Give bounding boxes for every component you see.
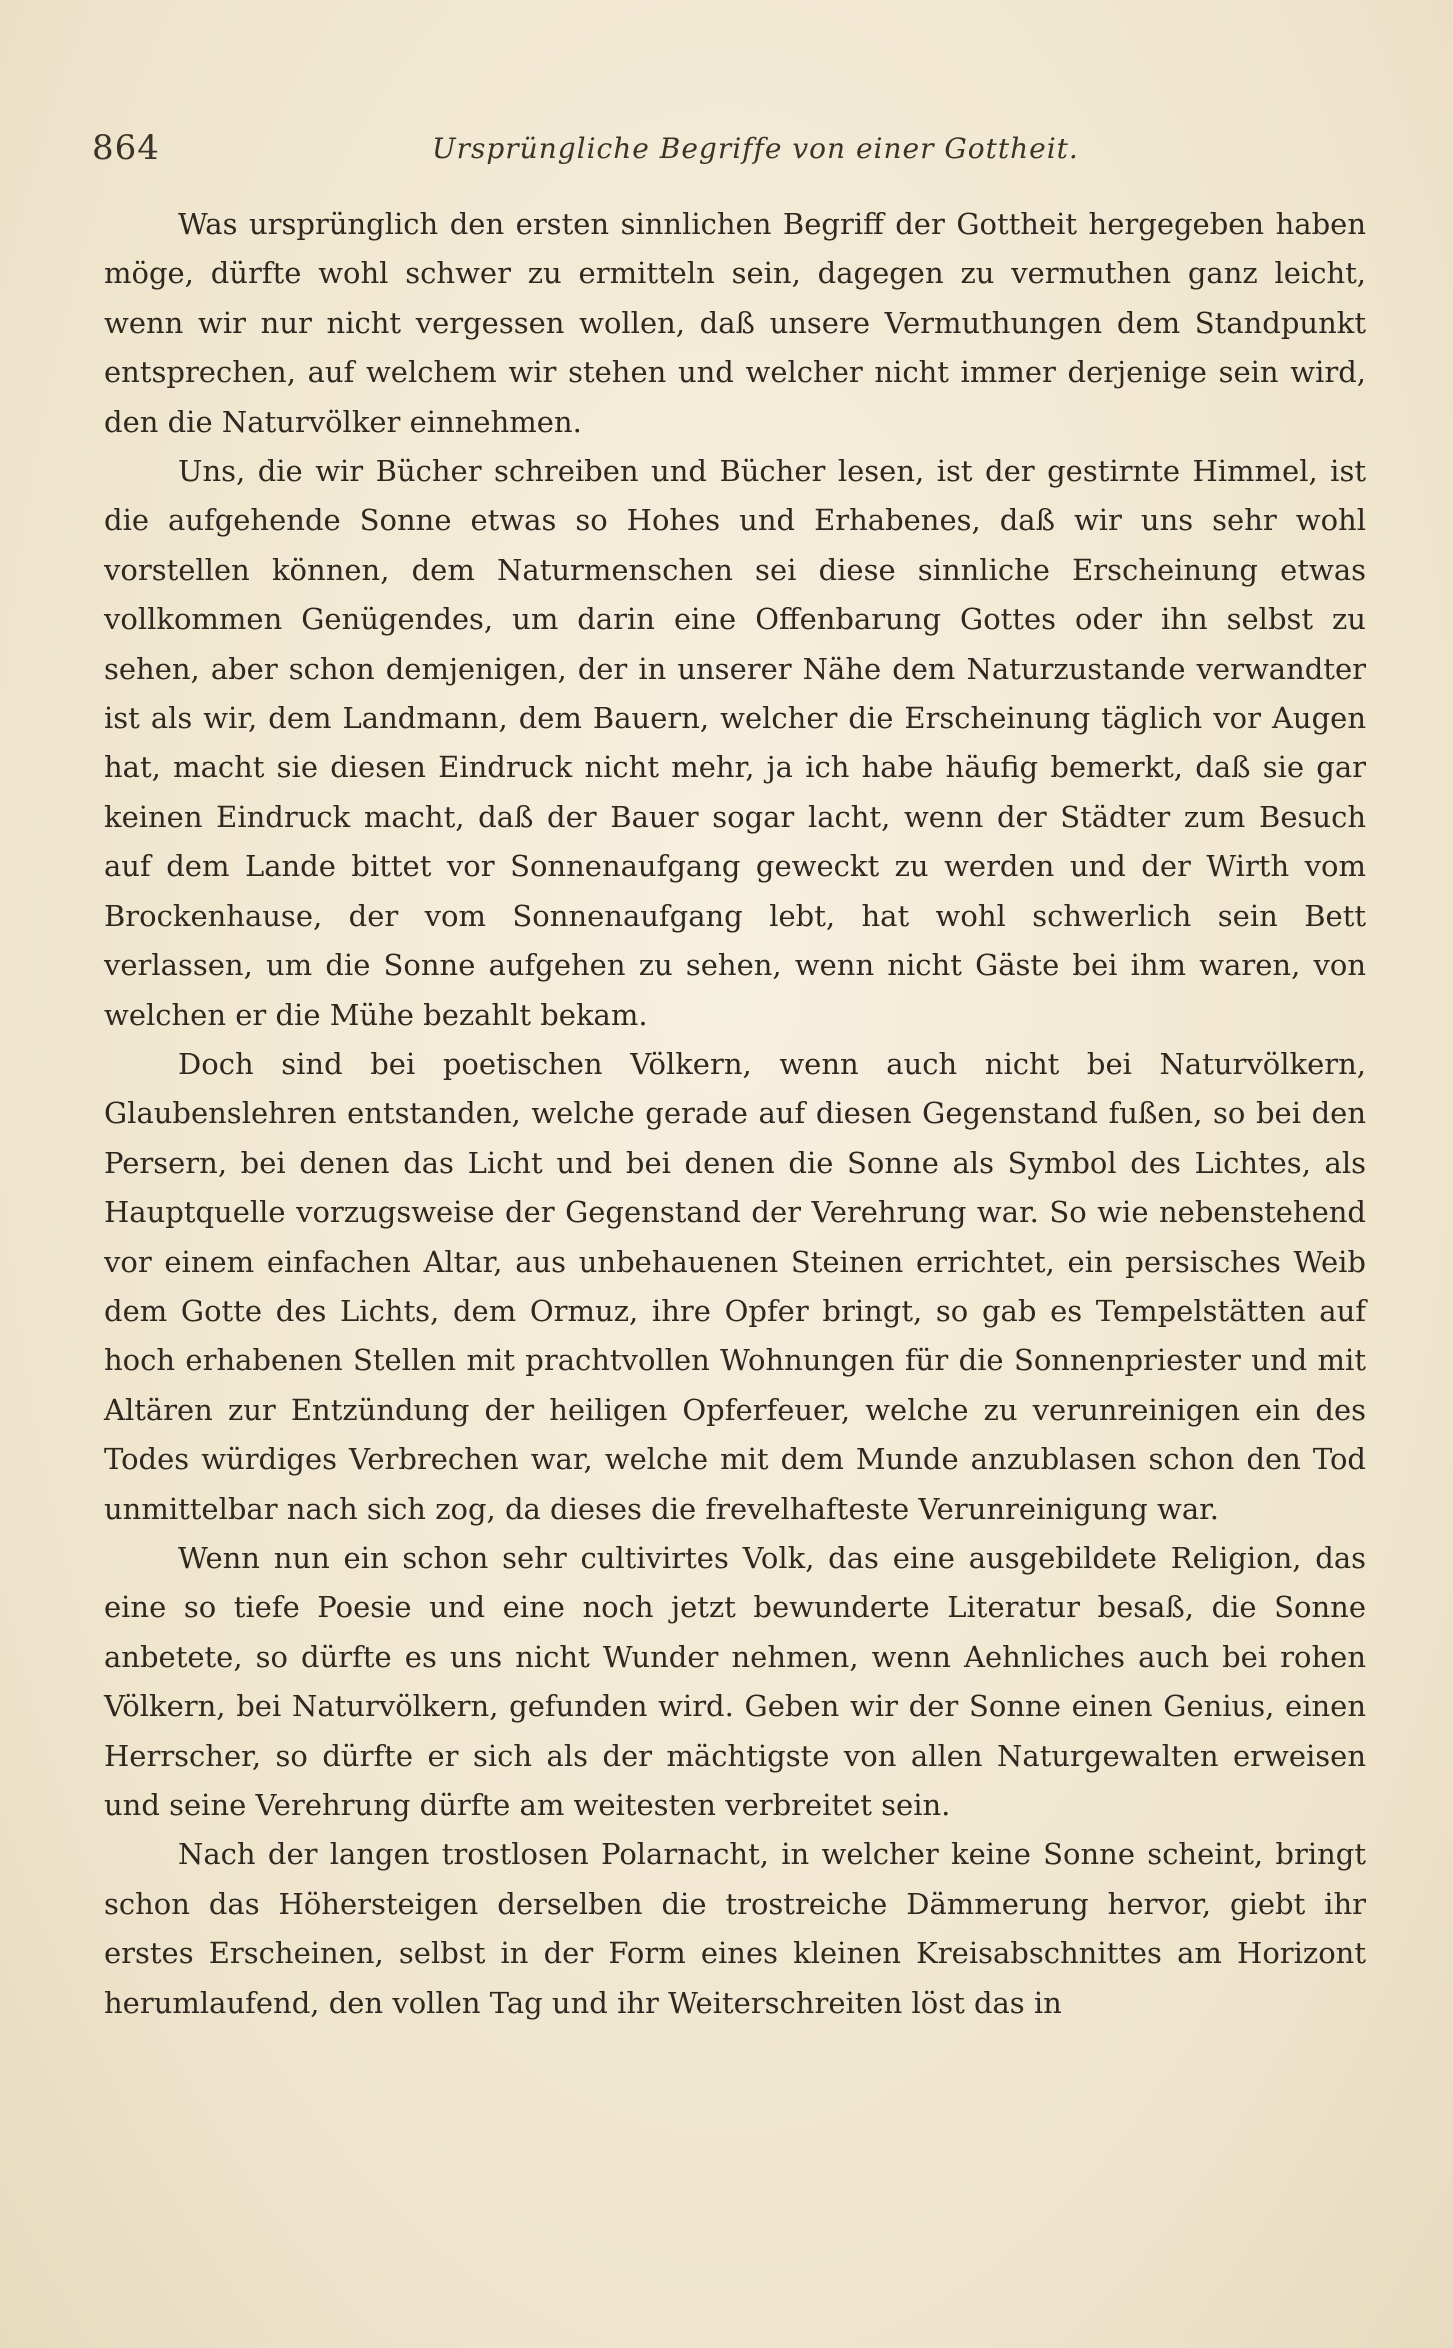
paragraph-4: Wenn nun ein schon sehr cultivirtes Volk, das eine ausgebildete Religion, das eine so tiefe Poesie und eine noch jetzt bewunderte Literatur besaß, die Sonne anbetete, so dürfte es uns nicht Wunder nehmen, wenn Aehnliches auch bei rohen Völkern, bei Naturvölkern, gefunden wird. Geben wir der Sonne einen Genius, einen Herrscher, so dürfte er sich als der mächtigste von allen Naturgewalten erweisen und seine Verehrung dürfte am weitesten verbreitet sein. [104,1540,1366,1822]
page-number: 864 [92,128,160,168]
running-title: Ursprüngliche Begriffe von einer Gottheit. [432,132,1079,165]
paragraph-1: Was ursprünglich den ersten sinnlichen Begriff der Gottheit hergegeben haben möge, dürfte wohl schwer zu ermitteln sein, dagegen zu vermuthen ganz leicht, wenn wir nur nicht vergessen wollen, daß unsere Vermuthungen dem Standpunkt entsprechen, auf welchem wir stehen und welcher nicht immer derjenige sein wird, den die Naturvölker einnehmen. [104,207,1366,439]
page-header [92,128,1372,168]
paragraph-5: Nach der langen trostlosen Polarnacht, in welcher keine Sonne scheint, bringt schon das Höhersteigen derselben die trostreiche Dämmerung hervor, giebt ihr erstes Erscheinen, selbst in der Form eines kleinen Kreisabschnittes am Horizont herumlaufend, den vollen Tag und ihr Weiterschreiten löst das in [104,1837,1366,2020]
body-text [104,200,1366,2028]
paragraph-3: Doch sind bei poetischen Völkern, wenn auch nicht bei Naturvölkern, Glaubenslehren entstanden, welche gerade auf diesen Gegenstand fußen, so bei den Persern, bei denen das Licht und bei denen die Sonne als Symbol des Lichtes, als Hauptquelle vorzugsweise der Gegenstand der Verehrung war. So wie nebenstehend vor einem einfachen Altar, aus unbehauenen Steinen errichtet, ein persisches Weib dem Gotte des Lichts, dem Ormuz, ihre Opfer bringt, so gab es Tempelstätten auf hoch erhabenen Stellen mit prachtvollen Wohnungen für die Sonnenpriester und mit Altären zur Entzündung der heiligen Opferfeuer, welche zu verunreinigen ein des Todes würdiges Verbrechen war, welche mit dem Munde anzublasen schon den Tod unmittelbar nach sich zog, da dieses die frevelhafteste Verunreinigung war. [104,1046,1366,1526]
paragraph-2: Uns, die wir Bücher schreiben und Bücher lesen, ist der gestirnte Himmel, ist die aufgehende Sonne etwas so Hohes und Erhabenes, daß wir uns sehr wohl vorstellen können, dem Naturmenschen sei diese sinnliche Erscheinung etwas vollkommen Genügendes, um darin eine Offenbarung Gottes oder ihn selbst zu sehen, aber schon demjenigen, der in unserer Nähe dem Naturzustande verwandter ist als wir, dem Landmann, dem Bauern, welcher die Erscheinung täglich vor Augen hat, macht sie diesen Eindruck nicht mehr, ja ich habe häufig bemerkt, daß sie gar keinen Eindruck macht, daß der Bauer sogar lacht, wenn der Städter zum Besuch auf dem Lande bittet vor Sonnenaufgang geweckt zu werden und der Wirth vom Brockenhause, der vom Sonnenaufgang lebt, hat wohl schwerlich sein Bett verlassen, um die Sonne aufgehen zu sehen, wenn nicht Gäste bei ihm waren, von welchen er die Mühe bezahlt bekam. [104,454,1366,1032]
